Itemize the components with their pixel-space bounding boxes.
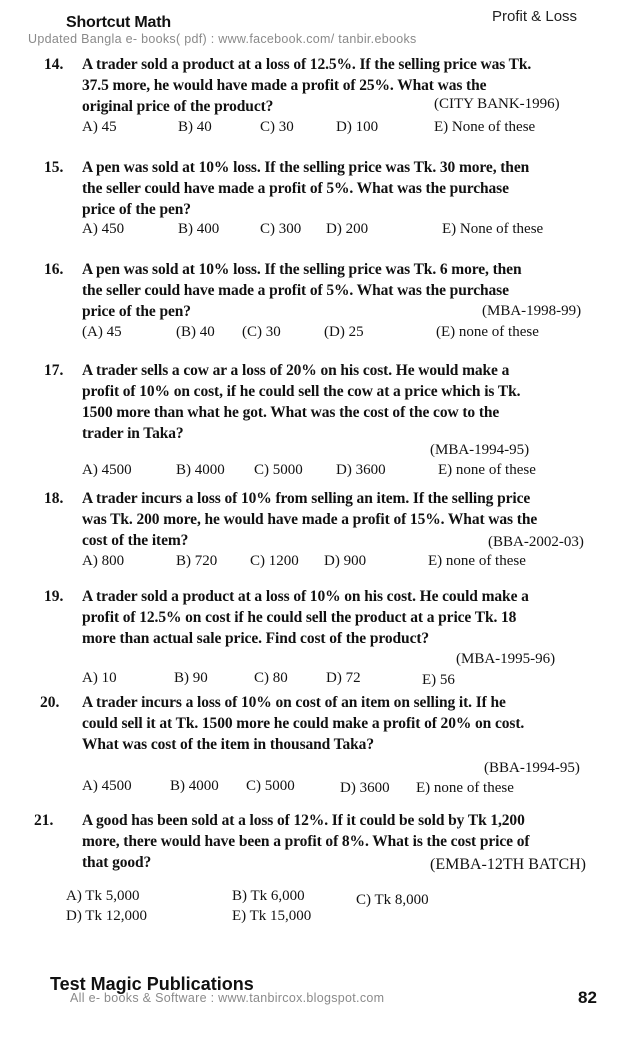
question-source: (BBA-1994-95) [484,760,580,776]
option-d: D) 100 [336,119,379,135]
question-number: 17. [44,362,64,379]
option-e: (E) none of these [436,324,539,340]
question-line: was Tk. 200 more, he would have made a profit of 15%. What was the [82,511,538,528]
option-d: (D) 25 [324,324,364,340]
question-line: original price of the product? [82,98,274,115]
question-line: the seller could have made a profit of 5%. What was the purchase [82,282,509,299]
question-line: A good has been sold at a loss of 12%. If it could be sold by Tk 1,200 [82,812,525,829]
option-e: E) none of these [416,780,514,796]
question-line: price of the pen? [82,303,191,320]
option-b: B) 40 [178,119,212,135]
watermark-top: Updated Bangla e- books( pdf) : www.facebook.com/ tanbir.ebooks [28,32,417,46]
question-number: 18. [44,490,64,507]
header-book-title: Shortcut Math [66,14,171,31]
question-line: the seller could have made a profit of 5%. What was the purchase [82,180,509,197]
option-e: E) none of these [428,553,526,569]
option-a: A) 800 [82,553,125,569]
question-line: trader in Taka? [82,425,184,442]
question-line: more, there would have been a profit of 8%. What is the cost price of [82,833,530,850]
question-line: cost of the item? [82,532,189,549]
question-line: A trader sells a cow ar a loss of 20% on his cost. He would make a [82,362,510,379]
option-a: A) 10 [82,670,117,686]
option-a: A) Tk 5,000 [66,888,140,904]
option-c: C) 5000 [254,462,303,478]
question-source: (BBA-2002-03) [488,534,584,550]
option-c: C) 5000 [246,778,295,794]
option-b: B) 720 [176,553,218,569]
question-line: that good? [82,854,152,871]
option-b: B) 90 [174,670,208,686]
option-c: (C) 30 [242,324,281,340]
option-b: (B) 40 [176,324,215,340]
question-line: profit of 12.5% on cost if he could sell the product at a price Tk. 18 [82,609,517,626]
question-number: 16. [44,261,64,278]
footer-publisher: Test Magic Publications [50,974,254,994]
question-line: A trader incurs a loss of 10% from selling an item. If the selling price [82,490,531,507]
question-line: A trader sold a product at a loss of 12.5%. If the selling price was Tk. [82,56,532,73]
question-source: (EMBA-12TH BATCH) [430,856,586,873]
question-line: could sell it at Tk. 1500 more he could make a profit of 20% on cost. [82,715,525,732]
option-e: E) none of these [438,462,536,478]
question-line: What was cost of the item in thousand Taka? [82,736,374,753]
question-line: more than actual sale price. Find cost of the product? [82,630,430,647]
question-number: 20. [40,694,60,711]
option-c: C) 30 [260,119,294,135]
question-line: 37.5 more, he would have made a profit of 25%. What was the [82,77,487,94]
question-line: A trader sold a product at a loss of 10% on his cost. He could make a [82,588,529,605]
option-e: E) None of these [442,221,544,237]
question-source: (MBA-1998-99) [482,303,582,319]
option-d: D) 72 [326,670,361,686]
question-line: price of the pen? [82,201,191,218]
option-c: C) Tk 8,000 [356,892,429,908]
question-number: 19. [44,588,64,605]
option-e: E) 56 [422,672,455,688]
question-number: 14. [44,56,64,73]
option-b: B) 4000 [170,778,219,794]
option-e: E) None of these [434,119,536,135]
option-c: C) 300 [260,221,302,237]
option-d: D) 900 [324,553,367,569]
question-line: 1500 more than what he got. What was the cost of the cow to the [82,404,500,421]
question-line: A pen was sold at 10% loss. If the selling price was Tk. 30 more, then [82,159,530,176]
option-d: D) 3600 [336,462,386,478]
page-number: 82 [578,988,597,1007]
question-line: A trader incurs a loss of 10% on cost of an item on selling it. If he [82,694,506,711]
option-a: A) 450 [82,221,125,237]
option-c: C) 80 [254,670,288,686]
option-a: A) 45 [82,119,117,135]
option-d: D) 200 [326,221,369,237]
option-b: B) 400 [178,221,220,237]
question-source: (MBA-1995-96) [456,651,556,667]
option-b: B) Tk 6,000 [232,888,305,904]
option-b: B) 4000 [176,462,225,478]
question-source: (CITY BANK-1996) [434,96,560,112]
question-line: A pen was sold at 10% loss. If the selling price was Tk. 6 more, then [82,261,522,278]
option-c: C) 1200 [250,553,299,569]
question-source: (MBA-1994-95) [430,442,530,458]
header-chapter-title: Profit & Loss [492,8,578,25]
option-a: A) 4500 [82,778,132,794]
question-number: 21. [34,812,54,829]
option-d: D) Tk 12,000 [66,908,147,924]
option-a: A) 4500 [82,462,132,478]
option-e: E) Tk 15,000 [232,908,312,924]
watermark-bottom: All e- books & Software : www.tanbircox.blogspot.com [70,991,385,1005]
option-a: (A) 45 [82,324,122,340]
question-number: 15. [44,159,64,176]
option-d: D) 3600 [340,780,390,796]
question-line: profit of 10% on cost, if he could sell the cow at a price which is Tk. [82,383,521,400]
